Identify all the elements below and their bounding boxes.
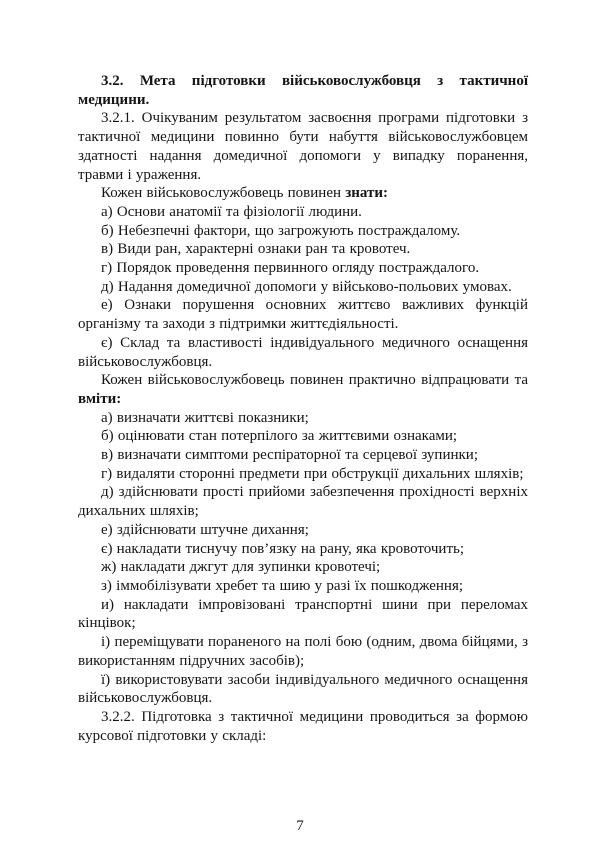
list-item: в) визначати симптоми респіраторної та серцевої зупинки;: [101, 447, 478, 464]
list-item: а) Основи анатомії та фізіології людини.: [101, 203, 362, 220]
list-item: г) Порядок проведення первинного огляду постраждалого.: [101, 260, 480, 277]
list-item: ї) використовувати засоби індивідуального медичного оснащення військовослужбовця.: [78, 671, 528, 707]
list-item: е) здійснювати штучне дихання;: [101, 521, 309, 538]
list-item: г) видаляти сторонні предмети при обструкції дихальних шляхів;: [101, 465, 524, 482]
skills-intro-text: Кожен військовослужбовець повинен практично відпрацювати та: [101, 372, 528, 389]
list-item: и) накладати імпровізовані транспортні шини при переломах кінцівок;: [78, 596, 528, 632]
paragraph-3-2-1: 3.2.1. Очікуваним результатом засвоєння програми підготовки з тактичної медицини повинно бути набуття військовослужбовцем здатності надання домедичної допомоги у випадку поранення, травми і ураження.: [78, 110, 528, 183]
skills-intro-bold-word: вміти:: [78, 390, 122, 407]
know-intro-text: Кожен військовослужбовець повинен: [101, 185, 346, 202]
list-item: д) Надання домедичної допомоги у військово-польових умовах.: [101, 278, 512, 295]
list-item: е) Ознаки порушення основних життєво важливих функцій організму та заходи з підтримки життєдіяльності.: [78, 297, 528, 333]
skills-intro: [78, 371, 528, 408]
list-item: і) переміщувати пораненого на полі бою (одним, двома бійцями, з використанням підручних засобів);: [78, 634, 528, 669]
list-item: в) Види ран, характерні ознаки ран та кровотеч.: [101, 241, 411, 258]
list-item: ж) накладати джгут для зупинки кровотечі;: [101, 559, 381, 576]
know-intro: [78, 184, 528, 203]
paragraph-3-2-2: 3.2.2. Підготовка з тактичної медицини проводиться за формою курсової підготовки у складі:: [78, 708, 528, 744]
page-content: [78, 72, 528, 745]
list-item: а) визначати життєві показники;: [101, 409, 309, 426]
list-item: б) Небезпечні фактори, що загрожують постраждалому.: [101, 222, 461, 239]
list-item: є) накладати тиснучу пов’язку на рану, яка кровоточить;: [101, 540, 465, 557]
know-intro-bold-word: знати:: [345, 185, 389, 202]
list-item: з) іммобілізувати хребет та шию у разі їх пошкодження;: [101, 577, 464, 594]
list-item: є) Склад та властивості індивідуального медичного оснащення військовослужбовця.: [78, 334, 528, 370]
section-heading: 3.2. Мета підготовки військовослужбовця з тактичної медицини.: [78, 73, 528, 108]
list-item: д) здійснювати прості прийоми забезпечення прохідності верхніх дихальних шляхів;: [78, 484, 528, 520]
list-item: б) оцінювати стан потерпілого за життєвими ознаками;: [101, 428, 458, 445]
page-number: 7: [296, 818, 304, 834]
